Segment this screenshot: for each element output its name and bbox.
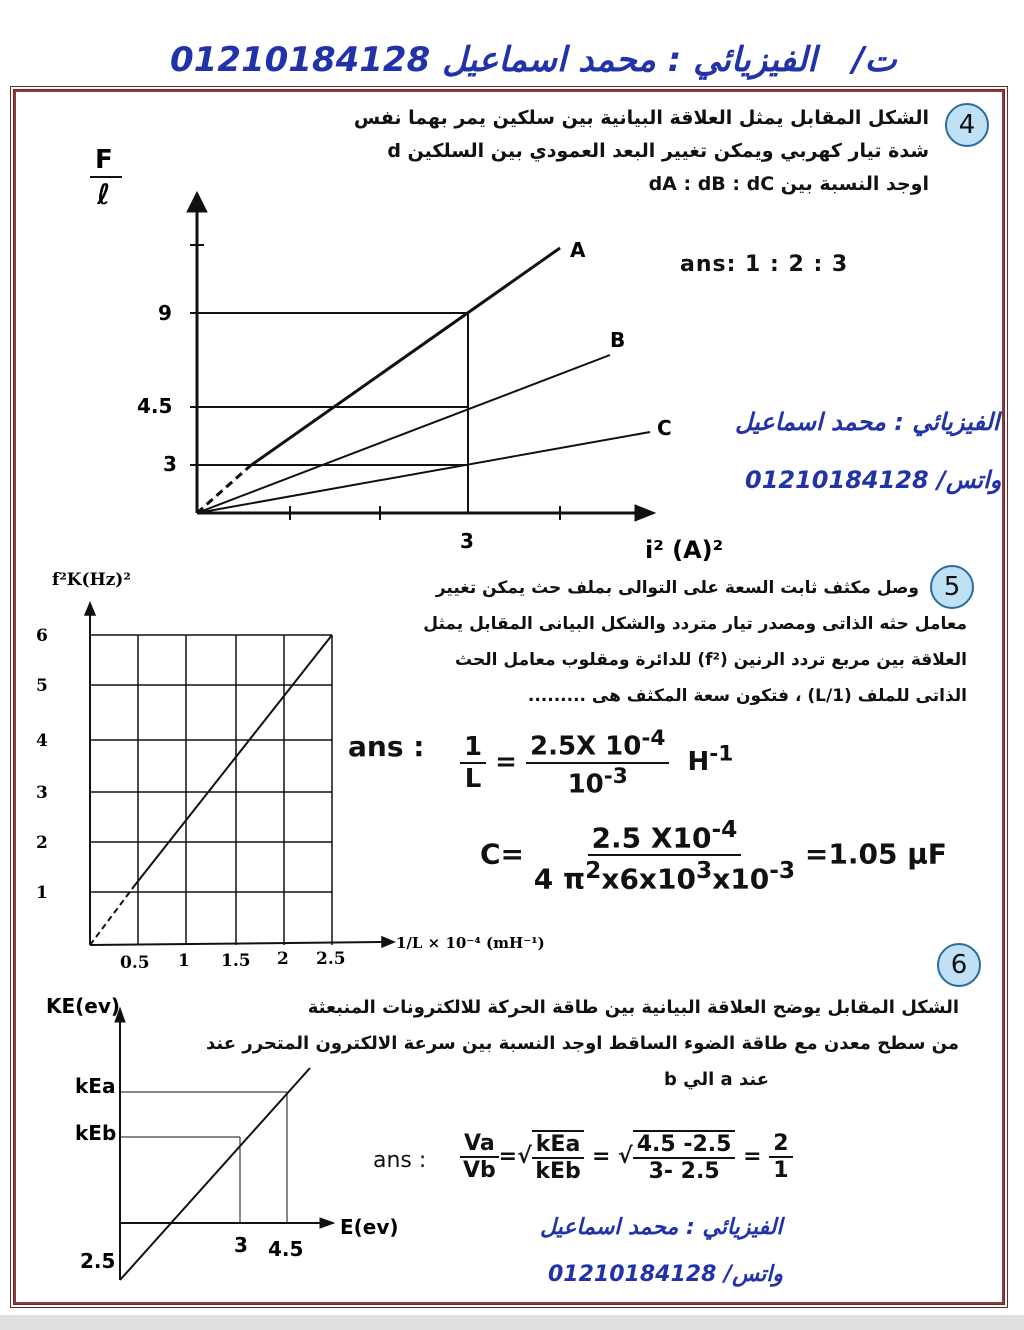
q5-line: العلاقة بين مربع تردد الرنين (f²) للدائرة ومقلوب معامل الحث [455, 650, 967, 670]
question-number: 4 [945, 103, 989, 147]
x-tick-label: 1 [178, 951, 190, 971]
q5-line: وصل مكثف ثابت السعة على التوالى بملف حث يمكن تغيير [435, 578, 919, 598]
line-label-c: C [657, 416, 672, 440]
x-axis-arrow [635, 505, 655, 521]
x-tick-label: 4.5 [268, 1237, 304, 1261]
y-axis-label-den: ℓ [97, 178, 111, 211]
kea-label: kEa [75, 1074, 116, 1098]
q5-equation-2: C= $\frac{2.5 X10^{-4}}{4 \pi^2x6x10^3x10^{-3}}$ =1.05 μF [480, 815, 947, 896]
y-axis-label: f²K(Hz)² [52, 570, 131, 590]
q6-text [206, 990, 959, 1098]
x-tick-label: 2.5 [316, 949, 346, 969]
x-tick-label: 2 [277, 949, 289, 969]
x-axis-label: 1/L × 10⁻⁴ (mH⁻¹) [396, 934, 545, 952]
q6-line: عند a الي b [663, 1069, 769, 1090]
y-tick-label: 2 [36, 833, 48, 853]
line-label-b: B [610, 328, 626, 352]
x-tick-label: 3 [234, 1233, 248, 1257]
q4-line: الشكل المقابل يمثل العلاقة البيانية بين سلكين يمر بهما نفس [353, 107, 929, 129]
q5-answer-label: ans : [348, 730, 425, 763]
q6-answer-label: ans : [373, 1148, 427, 1173]
watermark-phone: واتس/ 01210184128 [745, 466, 1002, 494]
f2-line-dashed [90, 885, 135, 945]
origin-label: 2.5 [80, 1249, 116, 1273]
q4-line: شدة تيار كهربي ويمكن تغيير البعد العمودي بين السلكين d [387, 140, 929, 162]
question-number: 5 [930, 565, 974, 609]
y-tick-label: 9 [158, 301, 172, 325]
x-tick-label: 1.5 [221, 951, 251, 971]
q6-line: من سطح معدن مع طاقة الضوء الساقط اوجد النسبة بين سرعة الالكترون المتحرر عند [206, 1033, 959, 1054]
q4-answer: ans: 1 : 2 : 3 [680, 252, 849, 277]
watermark-author: الفيزيائي : محمد اسماعيل [540, 1215, 783, 1240]
y-tick-label: 3 [36, 783, 48, 803]
x-tick-label: 0.5 [120, 953, 150, 973]
y-tick-label: 4 [36, 731, 48, 751]
x-tick-label: 3 [460, 529, 474, 553]
x-axis [90, 942, 385, 945]
watermark-phone: واتس/ 01210184128 [548, 1262, 783, 1287]
q4-line: اوجد النسبة بين dA : dB : dC [648, 173, 929, 195]
header-phone-label: ت/ [852, 40, 897, 80]
y-axis-arrow [187, 192, 207, 212]
y-tick-label: 5 [36, 676, 48, 696]
y-tick-label: 4.5 [137, 394, 173, 418]
q6-equation: $\frac{Va}{Vb}$ =√ $\frac{\text{kEa}}{\text{kEb}}$ = √ $\frac{4.5 -2.5}{3- 2.5}$ = $\frac{2}{1}$ [460, 1130, 793, 1184]
q5-line: معامل حثه الذاتى ومصدر تيار متردد والشكل البيانى المقابل يمثل [423, 614, 967, 634]
header-author: الفيزيائي : محمد اسماعيل [442, 40, 817, 80]
y-axis-label-num: F [95, 145, 113, 175]
y-tick-label: 1 [36, 883, 48, 903]
q5-line: الذاتى للملف (1/L) ، فتكون سعة المكثف هى ......... [527, 686, 967, 706]
line-label-a: A [570, 238, 586, 262]
x-axis-label: E(ev) [340, 1215, 399, 1239]
watermark-author: الفيزيائي : محمد اسماعيل [735, 408, 1000, 436]
q5-graph [85, 603, 394, 947]
y-tick-label: 6 [36, 626, 48, 646]
q5-text [423, 570, 967, 714]
q6-line: الشكل المقابل يوضح العلاقة البيانية بين طاقة الحركة للالكترونات المنبعثة [307, 997, 959, 1018]
line-b [197, 355, 610, 513]
header-phone: 01210184128 [170, 40, 431, 80]
line-c [197, 432, 650, 513]
y-axis-label: KE(ev) [46, 994, 121, 1018]
f2-line [135, 635, 332, 885]
q5-equation-1: $\frac{1}{L}$ = $\frac{2.5X 10^{-4}}{10^{-3}}$ $H^{-1}$ [460, 726, 733, 799]
keb-label: kEb [75, 1121, 117, 1145]
x-axis-label: i² (A)² [645, 536, 724, 564]
y-tick-label: 3 [163, 452, 177, 476]
question-number: 6 [937, 943, 981, 987]
